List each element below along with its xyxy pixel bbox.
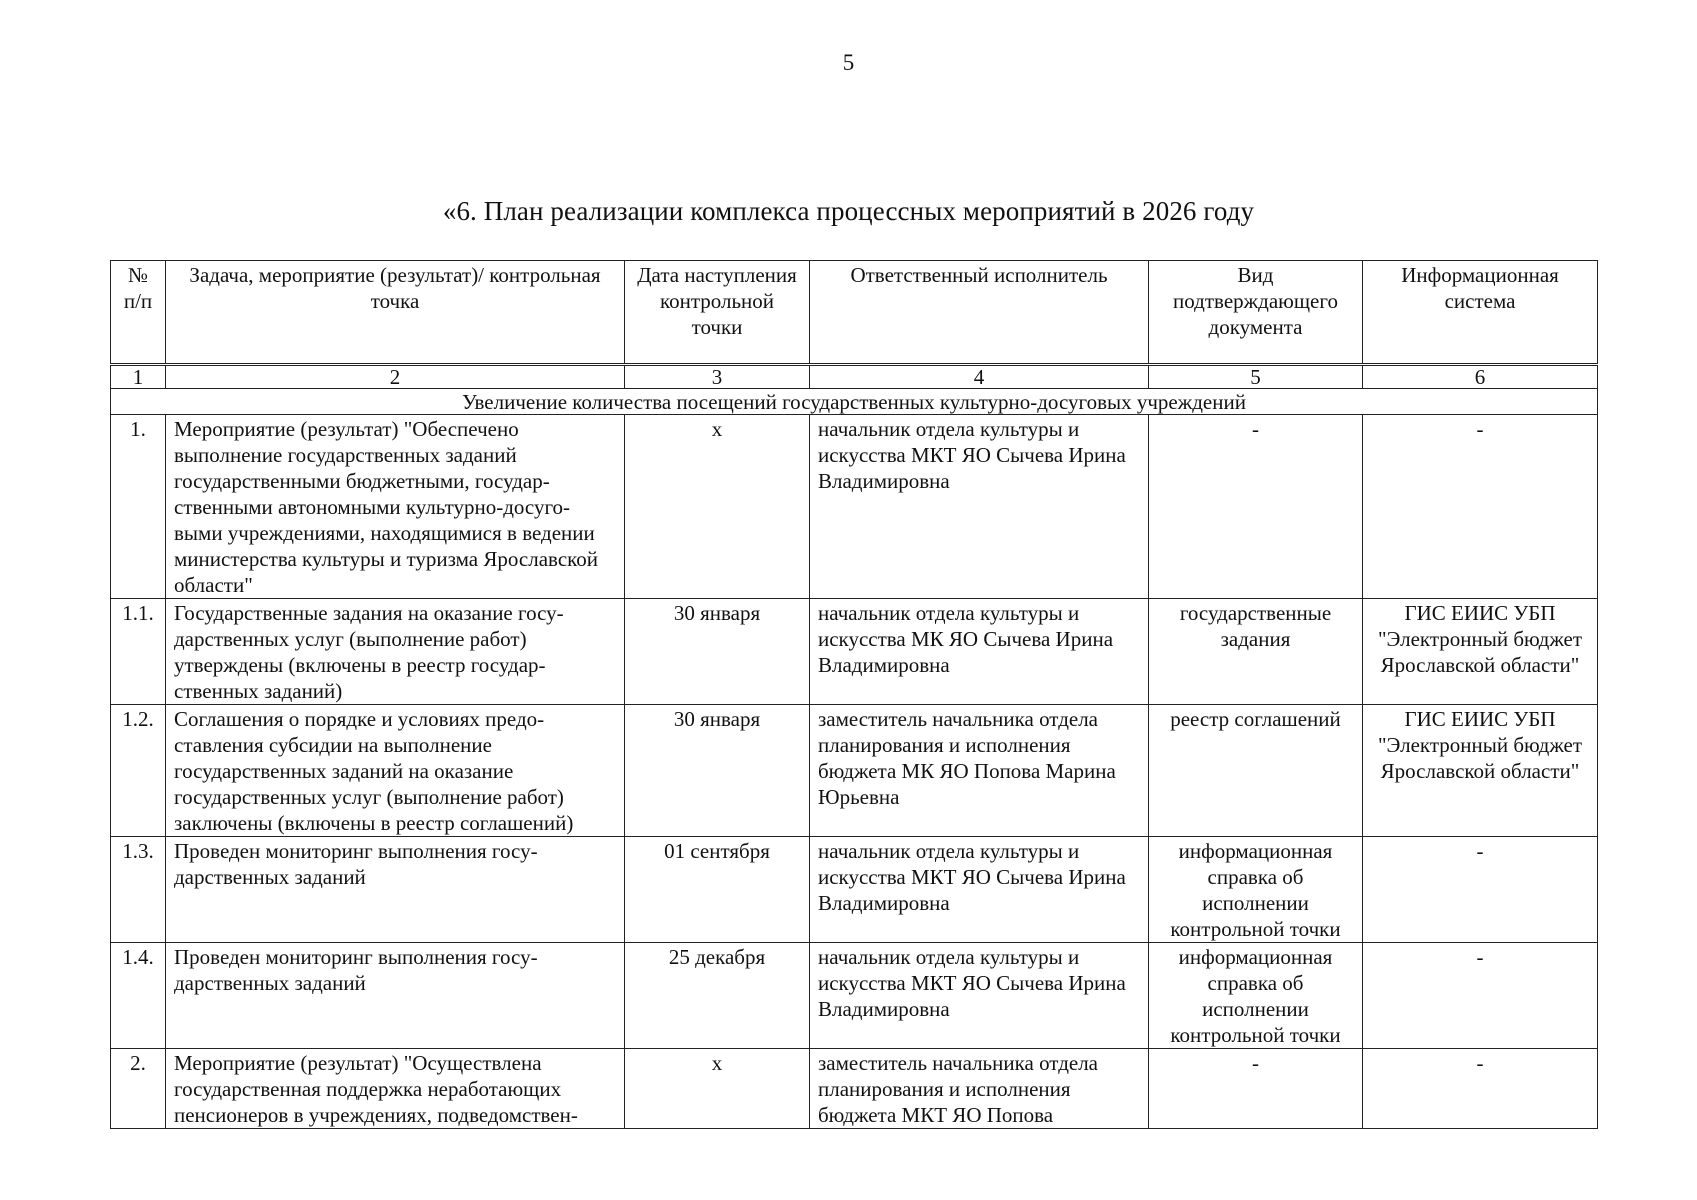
row-document: информационная справка об исполнении контрольной точки (1149, 837, 1363, 943)
table-row (111, 705, 1598, 837)
row-task: Проведен мониторинг выполнения госу-дарственных заданий (166, 943, 625, 1049)
table-row (111, 415, 1598, 599)
row-number: 1.2. (111, 705, 166, 837)
row-task: Государственные задания на оказание госу-дарственных услуг (выполнение работ) утверждены (включены в реестр государ-ственных заданий) (166, 599, 625, 705)
column-number: 6 (1363, 365, 1598, 389)
row-executor: заместитель начальника отдела планирования и исполнения бюджета МКТ ЯО Попова (810, 1049, 1149, 1129)
row-executor: начальник отдела культуры и искусства МКТ ЯО Сычева Ирина Владимировна (810, 837, 1149, 943)
row-executor: начальник отдела культуры и искусства МК ЯО Сычева Ирина Владимировна (810, 599, 1149, 705)
column-header: Ответственный исполнитель (810, 261, 1149, 365)
column-number: 1 (111, 365, 166, 389)
row-number: 1.1. (111, 599, 166, 705)
row-task: Соглашения о порядке и условиях предо-ставления субсидии на выполнение государственных заданий на оказание государственных услуг (выполнение работ) заключены (включены в реестр соглашений) (166, 705, 625, 837)
row-date: 30 января (625, 599, 810, 705)
table-header-row (111, 261, 1598, 365)
table-row (111, 1049, 1598, 1129)
column-number: 5 (1149, 365, 1363, 389)
row-date: х (625, 1049, 810, 1129)
row-task: Мероприятие (результат) "Обеспечено выполнение государственных заданий государственными бюджетными, государ-ственными автономными культурно-досуго-выми учреждениями, находящимися в ведении министерства культуры и туризма Ярославской области" (166, 415, 625, 599)
section-title: Увеличение количества посещений государственных культурно-досуговых учреждений (111, 389, 1598, 415)
row-task: Мероприятие (результат) "Осуществлена государственная поддержка неработающих пенсионеров в учреждениях, подведомствен- (166, 1049, 625, 1129)
row-executor: заместитель начальника отдела планирования и исполнения бюджета МК ЯО Попова Марина Юрьевна (810, 705, 1149, 837)
column-header: № п/п (111, 261, 166, 365)
row-document: реестр соглашений (1149, 705, 1363, 837)
column-header: Задача, мероприятие (результат)/ контрольная точка (166, 261, 625, 365)
row-system: ГИС ЕИИС УБП "Электронный бюджет Ярославской области" (1363, 599, 1598, 705)
row-date: 01 сентября (625, 837, 810, 943)
table-row (111, 943, 1598, 1049)
row-number: 2. (111, 1049, 166, 1129)
row-system: - (1363, 943, 1598, 1049)
page-title: «6. План реализации комплекса процессных мероприятий в 2026 году (442, 196, 1255, 226)
row-system: ГИС ЕИИС УБП "Электронный бюджет Ярославской области" (1363, 705, 1598, 837)
row-system: - (1363, 1049, 1598, 1129)
plan-table (110, 260, 1598, 1129)
row-date: 25 декабря (625, 943, 810, 1049)
row-document: государственные задания (1149, 599, 1363, 705)
column-number: 2 (166, 365, 625, 389)
row-date: 30 января (625, 705, 810, 837)
table-row (111, 599, 1598, 705)
row-executor: начальник отдела культуры и искусства МКТ ЯО Сычева Ирина Владимировна (810, 415, 1149, 599)
column-number: 4 (810, 365, 1149, 389)
column-header: Дата наступления контрольной точки (625, 261, 810, 365)
row-document: - (1149, 415, 1363, 599)
row-executor: начальник отдела культуры и искусства МКТ ЯО Сычева Ирина Владимировна (810, 943, 1149, 1049)
row-date: х (625, 415, 810, 599)
column-number: 3 (625, 365, 810, 389)
page-number: 5 (842, 50, 855, 75)
row-task: Проведен мониторинг выполнения госу-дарственных заданий (166, 837, 625, 943)
row-system: - (1363, 837, 1598, 943)
row-number: 1.3. (111, 837, 166, 943)
table-row (111, 837, 1598, 943)
section-row (111, 389, 1598, 415)
row-number: 1.4. (111, 943, 166, 1049)
column-number-row (111, 365, 1598, 389)
row-system: - (1363, 415, 1598, 599)
row-number: 1. (111, 415, 166, 599)
row-document: информационная справка об исполнении контрольной точки (1149, 943, 1363, 1049)
column-header: Вид подтверждающего документа (1149, 261, 1363, 365)
column-header: Информационная система (1363, 261, 1598, 365)
row-document: - (1149, 1049, 1363, 1129)
